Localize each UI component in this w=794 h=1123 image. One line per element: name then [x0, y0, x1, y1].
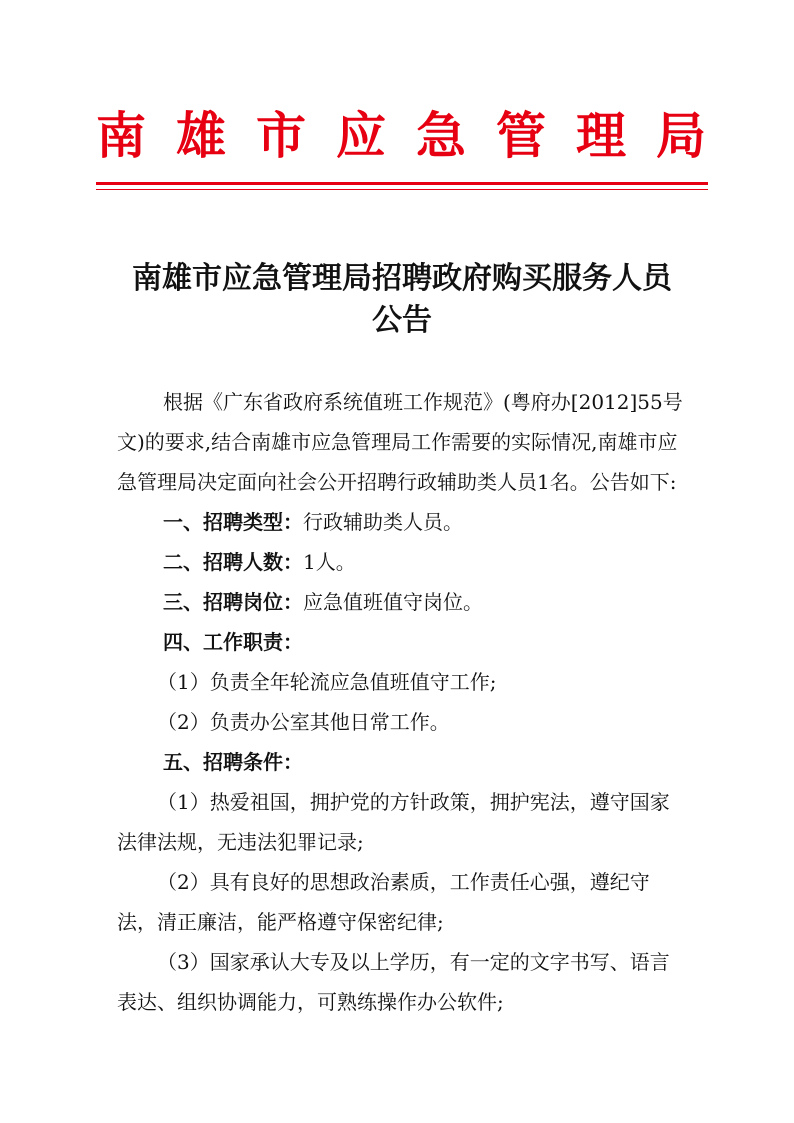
- section-count: [117, 542, 683, 582]
- section-position-text: 应急值班值守岗位。: [303, 590, 483, 614]
- letterhead-divider-thin: [96, 189, 708, 190]
- letterhead-org-name: 南雄市应急管理局: [96, 106, 736, 165]
- condition-item: （2）具有良好的思想政治素质，工作责任心强，遵纪守法，清正廉洁，能严格遵守保密纪律;: [117, 870, 650, 934]
- document-title: [96, 258, 708, 342]
- letterhead-divider-thick: [96, 182, 708, 185]
- condition-item: （3）国家承认大专及以上学历，有一定的文字书写、语言表达、组织协调能力，可熟练操作办公软件;: [117, 950, 670, 1014]
- condition-item: （1）热爱祖国，拥护党的方针政策，拥护宪法，遵守国家法律法规，无违法犯罪记录;: [117, 790, 670, 854]
- duty-item: （1）负责全年轮流应急值班值守工作;: [157, 670, 497, 694]
- section-type: [117, 502, 683, 542]
- section-type-text: 行政辅助类人员。: [303, 510, 463, 534]
- document-body: [117, 382, 683, 1022]
- section-position-heading: 三、招聘岗位：: [163, 590, 303, 614]
- section-conditions: [117, 742, 683, 782]
- title-line-2: 公告: [372, 303, 432, 338]
- section-type-heading: 一、招聘类型：: [163, 510, 303, 534]
- duty-item: （2）负责办公室其他日常工作。: [157, 710, 450, 734]
- section-conditions-heading: 五、招聘条件：: [163, 750, 303, 774]
- section-duties: [117, 622, 683, 662]
- title-line-1: 南雄市应急管理局招聘政府购买服务人员: [132, 261, 672, 296]
- section-position: [117, 582, 683, 622]
- intro-paragraph: 根据《广东省政府系统值班工作规范》(粤府办[2012]55号文)的要求,结合南雄市应急管理局工作需要的实际情况,南雄市应急管理局决定面向社会公开招聘行政辅助类人员1名。公告如下:: [117, 390, 683, 494]
- section-count-heading: 二、招聘人数：: [163, 550, 303, 574]
- section-duties-heading: 四、工作职责：: [163, 630, 303, 654]
- section-count-text: 1人。: [303, 550, 356, 574]
